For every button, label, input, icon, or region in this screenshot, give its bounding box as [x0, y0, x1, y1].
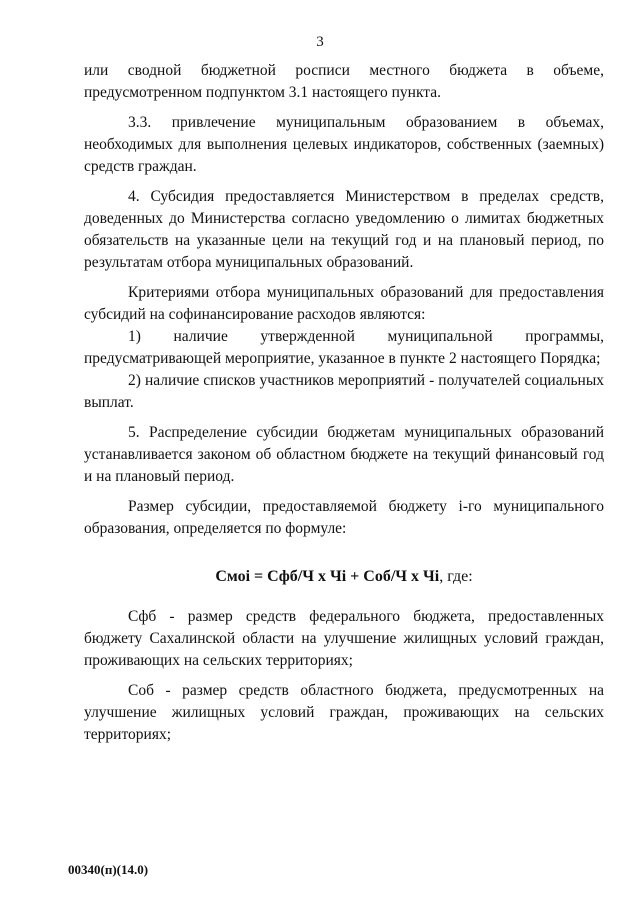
document-body — [84, 60, 604, 746]
formula-expression: Смоі = Сфб/Ч х Чі + Соб/Ч х Чі — [215, 568, 440, 585]
document-code: 00340(п)(14.0) — [68, 862, 149, 877]
definition-sob: Соб - размер средств областного бюджета, предусмотренных на улучшение жилищных условий граждан, проживающих на сельских территориях; — [84, 682, 604, 743]
definition-sfb: Сфб - размер средств федерального бюджета, предоставленных бюджету Сахалинской области на улучшение жилищных условий граждан, проживающих на сельских территориях; — [84, 608, 604, 669]
paragraph-criteria: Критериями отбора муниципальных образований для предоставления субсидий на софинансирование расходов являются: — [84, 284, 604, 323]
formula — [84, 566, 604, 588]
paragraph-subsidy-size: Размер субсидии, предоставляемой бюджету i-го муниципального образования, определяется по формуле: — [84, 498, 604, 537]
paragraph-3-3: 3.3. привлечение муниципальным образованием в объемах, необходимых для выполнения целевых индикаторов, собственных (заемных) средств граждан. — [84, 114, 604, 175]
paragraph-criterion-2: 2) наличие списков участников мероприятий - получателей социальных выплат. — [84, 372, 604, 411]
formula-suffix: , где: — [439, 568, 473, 585]
paragraph-5-distribution: 5. Распределение субсидии бюджетам муниципальных образований устанавливается законом об областном бюджете на текущий финансовый год и на плановый период. — [84, 424, 604, 485]
page-number: 3 — [316, 34, 324, 50]
paragraph-criterion-1: 1) наличие утвержденной муниципальной программы, предусматривающей мероприятие, указанное в пункте 2 настоящего Порядка; — [84, 328, 604, 367]
paragraph-4-subsidy: 4. Субсидия предоставляется Министерством в пределах средств, доведенных до Министерства согласно уведомлению о лимитах бюджетных обязательств на указанные цели на текущий год и на плановый период, по результатам отбора муниципальных образований. — [84, 188, 604, 271]
paragraph-budget-schedule: или сводной бюджетной росписи местного бюджета в объеме, предусмотренном подпунктом 3.1 настоящего пункта. — [84, 62, 604, 101]
